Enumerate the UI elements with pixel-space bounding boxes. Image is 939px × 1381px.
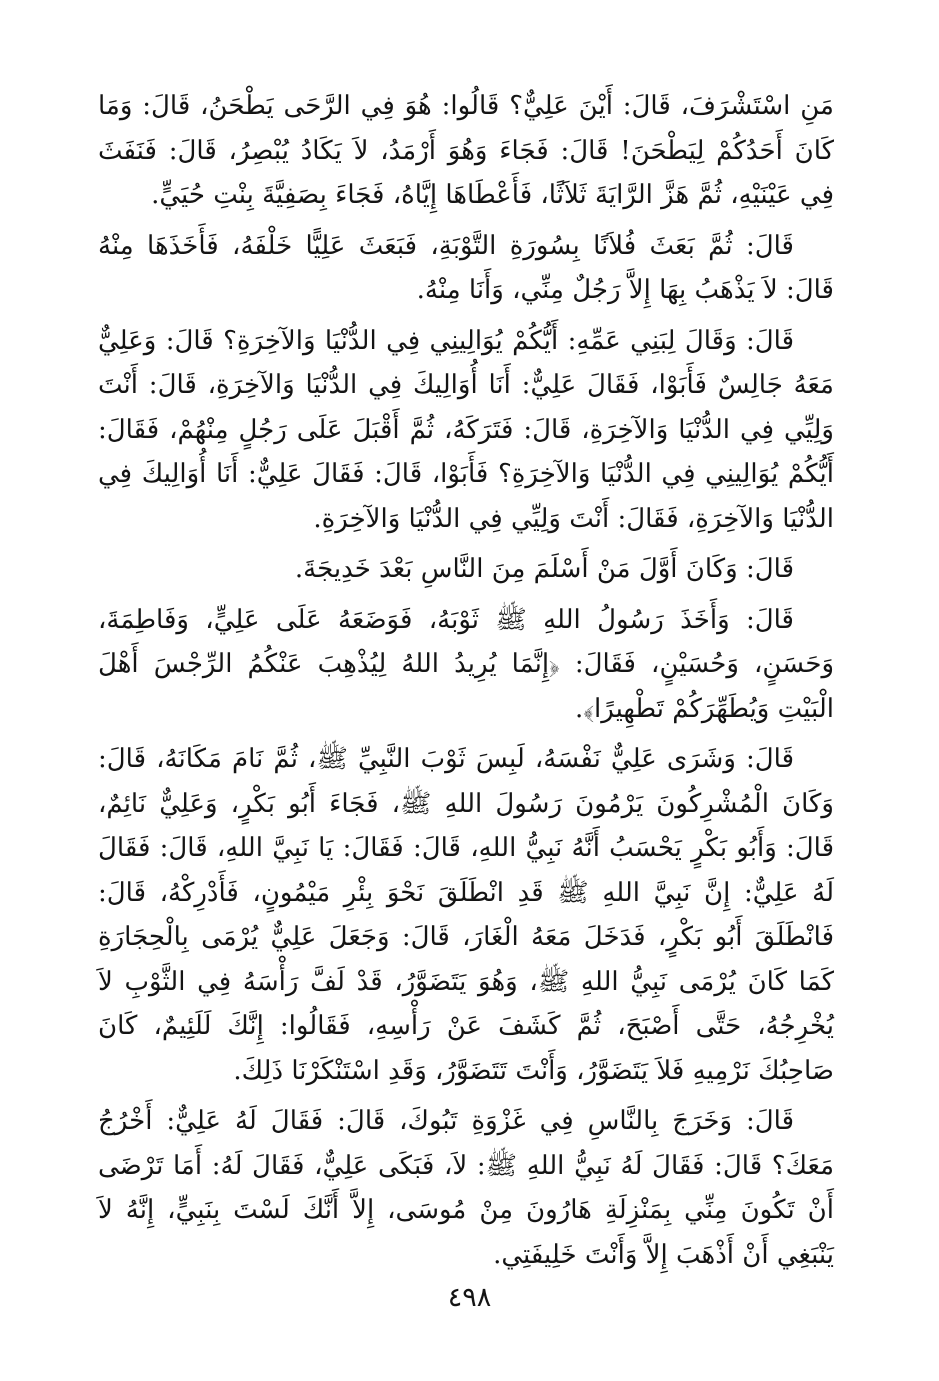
paragraph-4: قَالَ: وَكَانَ أَوَّلَ مَنْ أَسْلَمَ مِنَ النَّاسِ بَعْدَ خَدِيجَةَ. bbox=[294, 554, 794, 584]
paragraph-7: قَالَ: وَخَرَجَ بِالنَّاسِ فِي غَزْوَةِ تَبُوكَ، قَالَ: فَقَالَ لَهُ عَلِيٌّ: أَخْرُجُ مَعَكَ؟ قَالَ: فَقَالَ لَهُ نَبِيُّ اللهِ ﷺ: لاَ، فَبَكَى عَلِيٌّ، فَقَالَ لَهُ: أَمَا تَرْضَى أَنْ تَكُونَ مِنِّي بِمَنْزِلَةِ هَارُونَ مِنْ مُوسَى، إِلاَّ أَنَّكَ لَسْتَ بِنَبِيٍّ، إِنَّهُ لاَ يَنْبَغِي أَنْ أَذْهَبَ إِلاَّ وَأَنْتَ خَلِيفَتِي. bbox=[98, 1106, 834, 1270]
paragraph-5: قَالَ: وَأَخَذَ رَسُولُ اللهِ ﷺ ثَوْبَهُ، فَوَضَعَهُ عَلَى عَلِيٍّ، وَفَاطِمَةَ، وَحَسَنٍ، وَحُسَيْنٍ، فَقَالَ: ﴿إِنَّمَا يُرِيدُ اللهُ لِيُذْهِبَ عَنْكُمُ الرِّجْسَ أَهْلَ الْبَيْتِ وَيُطَهِّرَكُمْ تَطْهِيرًا﴾. bbox=[98, 604, 834, 724]
page-body bbox=[98, 84, 834, 1283]
paragraph-3: قَالَ: وَقَالَ لِبَنِي عَمِّهِ: أَيُّكُمْ يُوَالِينِي فِي الدُّنْيَا وَالآخِرَةِ؟ قَالَ: وَعَلِيٌّ مَعَهُ جَالِسٌ فَأَبَوْا، فَقَالَ عَلِيٌّ: أَنَا أُوَالِيكَ فِي الدُّنْيَا وَالآخِرَةِ، قَالَ: أَنْتَ وَلِيِّي فِي الدُّنْيَا وَالآخِرَةِ، قَالَ: فَتَرَكَهُ، ثُمَّ أَقْبَلَ عَلَى رَجُلٍ مِنْهُمْ، فَقَالَ: أَيُّكُمْ يُوَالِينِي فِي الدُّنْيَا وَالآخِرَةِ؟ فَأَبَوْا، قَالَ: فَقَالَ عَلِيٌّ: أَنَا أُوَالِيكَ فِي الدُّنْيَا وَالآخِرَةِ، فَقَالَ: أَنْتَ وَلِيِّي فِي الدُّنْيَا وَالآخِرَةِ. bbox=[98, 325, 835, 534]
paragraph-6: قَالَ: وَشَرَى عَلِيٌّ نَفْسَهُ، لَبِسَ ثَوْبَ النَّبِيِّ ﷺ، ثُمَّ نَامَ مَكَانَهُ، قَالَ: وَكَانَ الْمُشْرِكُونَ يَرْمُونَ رَسُولَ اللهِ ﷺ، فَجَاءَ أَبُو بَكْرٍ، وَعَلِيٌّ نَائِمٌ، قَالَ: وَأَبُو بَكْرٍ يَحْسَبُ أَنَّهُ نَبِيُّ اللهِ، قَالَ: فَقَالَ: يَا نَبِيَّ اللهِ، قَالَ: فَقَالَ لَهُ عَلِيٌّ: إِنَّ نَبِيَّ اللهِ ﷺ قَدِ انْطَلَقَ نَحْوَ بِئْرِ مَيْمُونٍ، فَأَدْرِكْهُ، قَالَ: فَانْطَلَقَ أَبُو بَكْرٍ، فَدَخَلَ مَعَهُ الْغَارَ، قَالَ: وَجَعَلَ عَلِيٌّ يُرْمَى بِالْحِجَارَةِ كَمَا كَانَ يُرْمَى نَبِيُّ اللهِ ﷺ، وَهُوَ يَتَضَوَّرُ، قَدْ لَفَّ رَأْسَهُ فِي الثَّوْبِ لاَ يُخْرِجُهُ، حَتَّى أَصْبَحَ، ثُمَّ كَشَفَ عَنْ رَأْسِهِ، فَقَالُوا: إِنَّكَ لَلَئِيمٌ، كَانَ صَاحِبُكَ نَرْمِيهِ فَلاَ يَتَضَوَّرُ، وَأَنْتَ تَتَضَوَّرُ، وَقَدِ اسْتَنْكَرْنَا ذَلِكَ. bbox=[98, 744, 834, 1086]
page-number: ٤٩٨ bbox=[447, 1282, 492, 1313]
paragraph-1: مَنِ اسْتَشْرَفَ، قَالَ: أَيْنَ عَلِيٌّ؟ قَالُوا: هُوَ فِي الرَّحَى يَطْحَنُ، قَالَ: وَمَا كَانَ أَحَدُكُمْ لِيَطْحَنَ! قَالَ: فَجَاءَ وَهُوَ أَرْمَدُ، لاَ يَكَادُ يُبْصِرُ، قَالَ: فَنَفَثَ فِي عَيْنَيْهِ، ثُمَّ هَزَّ الرَّايَةَ ثَلاَثًا، فَأَعْطَاهَا إِيَّاهُ، فَجَاءَ بِصَفِيَّةَ بِنْتِ حُيَيٍّ. bbox=[98, 91, 834, 210]
paragraph-2: قَالَ: ثُمَّ بَعَثَ فُلاَنًا بِسُورَةِ التَّوْبَةِ، فَبَعَثَ عَلِيًّا خَلْفَهُ، فَأَخَذَهَا مِنْهُ قَالَ: لاَ يَذْهَبُ بِهَا إِلاَّ رَجُلٌ مِنِّي، وَأَنَا مِنْهُ. bbox=[98, 230, 834, 305]
